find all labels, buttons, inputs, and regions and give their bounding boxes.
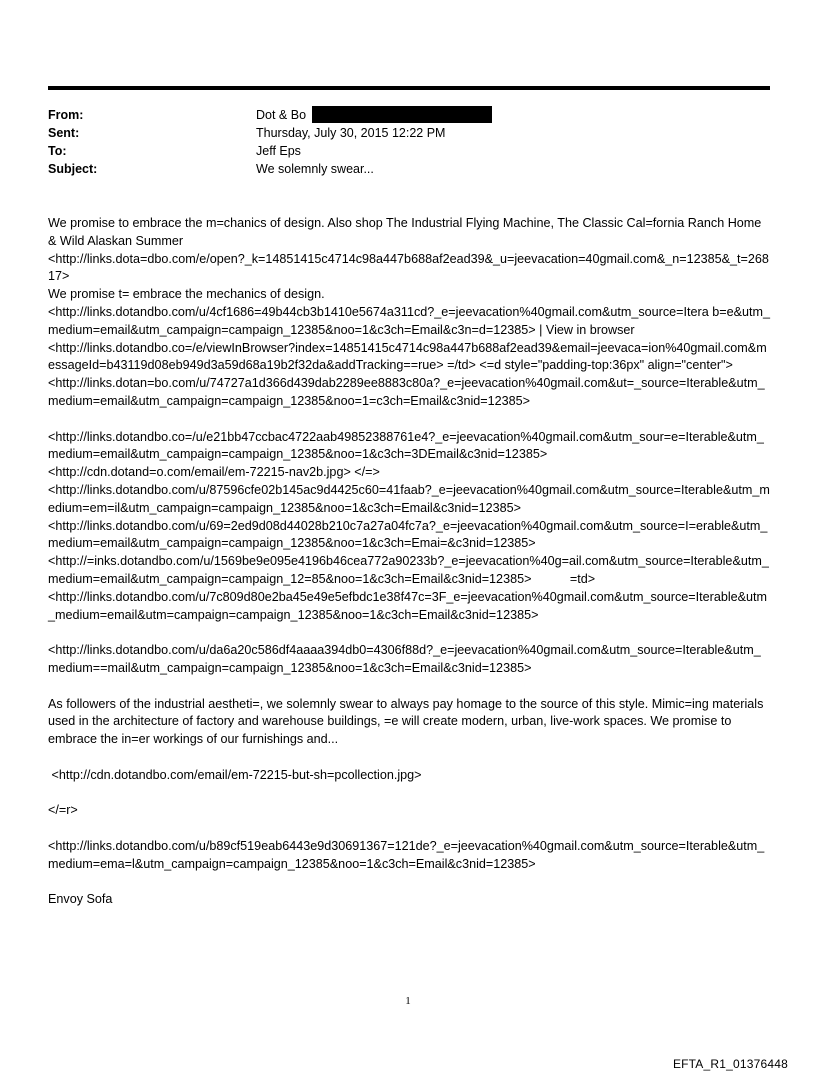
body-paragraph-5 [48, 767, 770, 785]
body-line: We promise to embrace the m=chanics of design. Also shop The Industrial Flying Machine, The Classic Cal=fornia Ranch Home & Wild Alaskan Summer [48, 216, 762, 248]
sent-label: Sent: [48, 126, 80, 140]
from-label: From: [48, 108, 84, 122]
tracking-link[interactable]: <http://links.dota=dbo.com/e/open?_k=14851415c4714c98a447b688af2ead39&_u=jeevacation=40gmail.com&_n=12385&_t=26817> [48, 251, 769, 284]
tracking-link[interactable]: <http://=inks.dotandbo.com/u/1569be9e095e4196b46cea772a90233b?_e=jeevacation%40g=ail.com&utm_source=Iterable&utm_medium=email&utm_campaign=campaign_12=85&noo=1&c3ch=Email&c3nid=12385> =td> [48, 554, 769, 586]
subject-value: We solemnly swear... [256, 162, 374, 176]
tracking-link[interactable]: <http://links.dotandbo.com/u/b89cf519eab6443e9d30691367=121de?_e=jeevacation%40gmail.com&utm_source=Iterable&utm_medium=ema=l&utm_campaign=campaign_12385&noo=1&c3ch=Email&c3nid=12385> [48, 838, 765, 871]
html-fragment: </=r> [48, 803, 78, 818]
body-paragraph-8 [48, 891, 770, 909]
tracking-link[interactable]: <http://links.dotandbo.com/u/4cf1686=49b44cb3b1410e5674a311cd?_e=jeevacation%40gmail.com&utm_source=Itera b=e&utm_medium=email&utm_campaign=campaign_12385&noo=1&c3ch=Email&c3n=d=12385> | View in browser [48, 304, 770, 337]
subject-label: Subject: [48, 162, 98, 176]
from-sender: Dot & Bo [256, 108, 307, 122]
body-paragraph-1 [48, 215, 770, 411]
body-paragraph-2 [48, 429, 770, 625]
to-value: Jeff Eps [256, 144, 301, 158]
body-paragraph-7 [48, 838, 770, 874]
image-link[interactable]: <http://cdn.dotandbo.com/email/em-72215-but-sh=pcollection.jpg> [48, 767, 422, 782]
email-body [48, 215, 770, 927]
tracking-link[interactable]: <http://links.dotandbo.com/u/7c809d80e2ba45e49e5efbdc1e38f47c=3F_e=jeevacation%40gmail.com&utm_source=Iterable&utm_medium=email&utm=campaign=campaign_12385&noo=1&c3ch=Email&c3nid=12385> [48, 589, 768, 622]
to-label: To: [48, 144, 67, 158]
tracking-link[interactable]: <http://links.dotandbo.com/u/da6a20c586df4aaaa394db0=4306f88d?_e=jeevacation%40gmail.com&utm_source=Iterable&utm_medium==mail&utm_campaign=campaign_12385&noo=1&c3ch=Email&c3nid=12385> [48, 643, 761, 675]
header-divider [48, 86, 770, 90]
body-paragraph-3[interactable] [48, 642, 770, 678]
page-number: 1 [405, 995, 411, 1007]
body-line: We promise t= embrace the mechanics of design. [48, 287, 325, 302]
body-paragraph-6 [48, 802, 770, 820]
view-in-browser-link[interactable]: <http://links.dotandbo.co=/e/viewInBrowser?index=14851415c4714c98a447b688af2ead39&email=jeevaca=ion%40gmail.com&messageId=b43119d08eb949d3a59d68a19b2f32da&addTracking==rue> =/td> <=d style="padding-top:36px" align="center"> [48, 340, 767, 373]
from-value [256, 106, 492, 124]
tracking-link[interactable]: <http://links.dotandbo.co=/u/e21bb47ccbac4722aab49852388761e4?_e=jeevacation%40gmail.com&utm_sour=e=Iterable&utm_medium=email&utm_campaign=campaign_12385&noo=1&c3ch=3DEmail&c3nid=12385> [48, 429, 764, 462]
image-link[interactable]: <http://cdn.dotand=o.com/email/em-72215-nav2b.jpg> </=> [48, 465, 380, 480]
body-text: As followers of the industrial aestheti=, we solemnly swear to always pay homage to the source of this style. Mimic=ing materials used in the architecture of factory and warehouse buildings, =e will create modern, urban, live-work spaces. We promise to embrace the in=er workings of our furnishings and... [48, 696, 764, 747]
sent-value: Thursday, July 30, 2015 12:22 PM [256, 126, 446, 140]
bates-number: EFTA_R1_01376448 [672, 1057, 788, 1071]
redaction-bar [312, 106, 492, 123]
tracking-link[interactable]: <http://links.dotandbo.com/u/69=2ed9d08d44028b210c7a27a04fc7a?_e=jeevacation%40gmail.com&utm_source=I=erable&utm_medium=email&utm_campaign=campaign_12385&noo=1&c3ch=Emai=&c3nid=12385> [48, 518, 768, 551]
tracking-link[interactable]: <http://links.dotandbo.com/u/87596cfe02b145ac9d4425c60=41faab?_e=jeevacation%40gmail.com&utm_source=Iterable&utm_medium=em=il&utm_campaign=campaign_12385&noo=1&c3ch=Email&c3nid=12385> [48, 482, 770, 515]
tracking-link[interactable]: <http://links.dotan=bo.com/u/74727a1d366d439dab2289ee8883c80a?_e=jeevacation%40gmail.com&ut=_source=Iterable&utm_medium=email&utm_campaign=campaign_12385&noo=1=c3ch=Email&c3nid=12385> [48, 376, 765, 408]
product-name: Envoy Sofa [48, 892, 113, 907]
body-paragraph-4 [48, 696, 770, 749]
